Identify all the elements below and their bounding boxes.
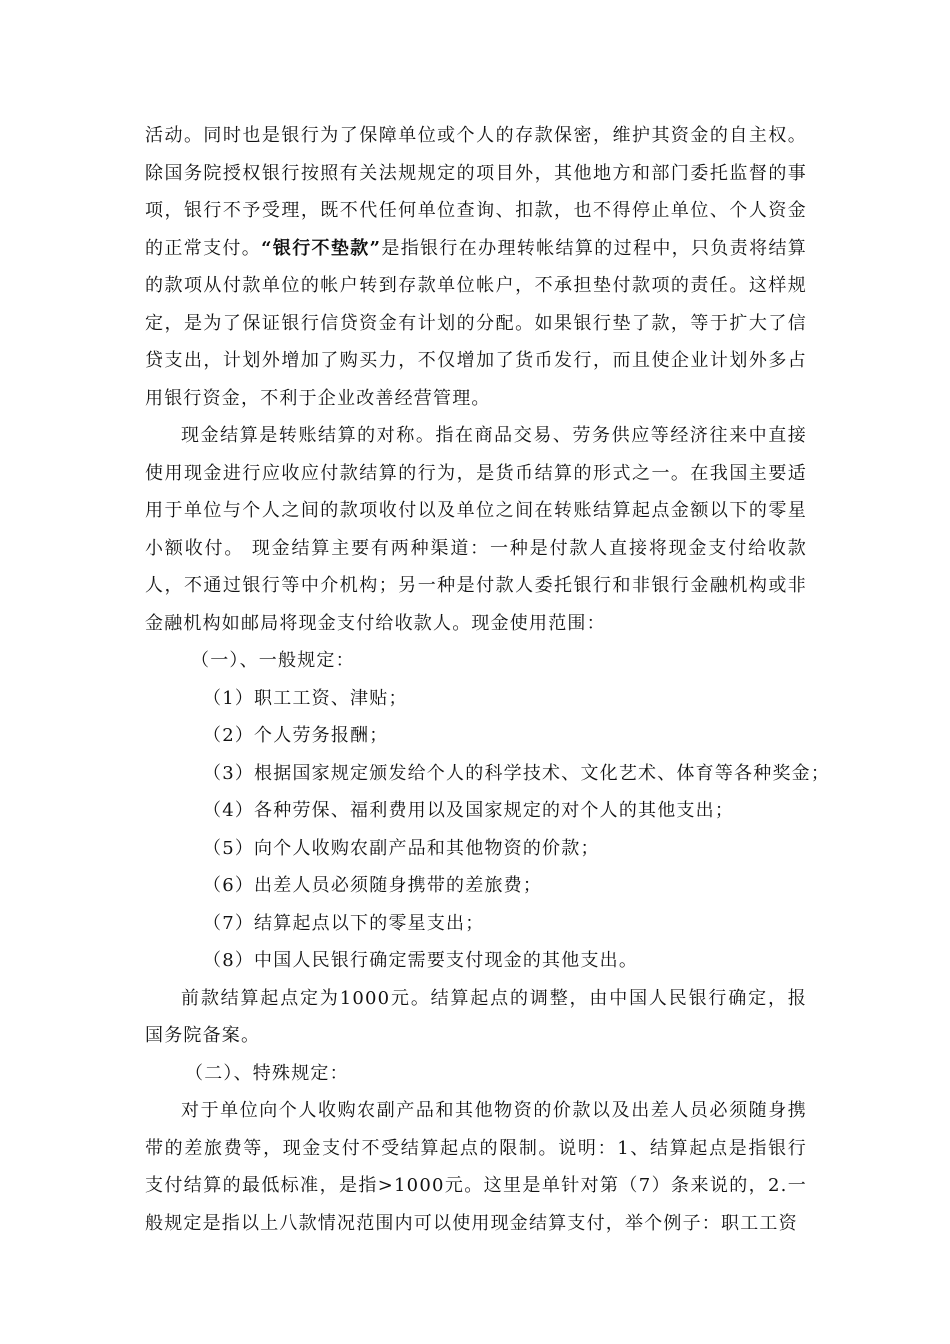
list-item: （8）中国人民银行确定需要支付现金的其他支出。 (203, 950, 639, 971)
list-item: （4）各种劳保、福利费用以及国家规定的对个人的其他支出； (203, 800, 735, 821)
section-special-rules-title: （二）、特殊规定： (185, 1062, 349, 1084)
list-item: （1）职工工资、津贴； (203, 687, 408, 709)
paragraph-special-rules: 对于单位向个人收购农副产品和其他物资的价款以及出差人员必须随身携带的差旅费等，现金支付不受结算起点的限制。说明：1、结算起点是指银行支付结算的最低标准，是指>1000元。这里是单针对第（7）条来说的，2.一般规定是指以上八款情况范围内可以使用现金结算支付，举个例子：职工工资 (145, 1100, 807, 1234)
paragraph-cash-settlement: 现金结算是转账结算的对称。指在商品交易、劳务供应等经济往来中直接使用现金进行应收应付款结算的行为，是货币结算的形式之一。在我国主要适用于单位与个人之间的款项收付以及单位之间在转账结算起点金额以下的零星小额收付。 现金结算主要有两种渠道：一种是付款人直接将现金支付给收款人，不通过银行等中介机构；另一种是付款人委托银行和非银行金融机构或非金融机构如邮局将现金支付给收款人。现金使用范围： (145, 425, 807, 634)
list-item: （2）个人劳务报酬； (203, 725, 389, 746)
list-item: （6）出差人员必须随身携带的差旅费； (203, 875, 543, 896)
list-item: （7）结算起点以下的零星支出； (203, 912, 485, 934)
list-item: （5）向个人收购农副产品和其他物资的价款； (203, 837, 600, 859)
section-general-rules-title: （一）、一般规定： (191, 650, 355, 671)
list-item: （3）根据国家规定颁发给个人的科学技术、文化艺术、体育等各种奖金； (203, 762, 831, 784)
paragraph-settlement-threshold: 前款结算起点定为1000元。结算起点的调整，由中国人民银行确定，报国务院备案。 (145, 987, 807, 1046)
bold-term: “银行不垫款” (261, 237, 382, 259)
paragraph-text: 是指银行在办理转帐结算的过程中，只负责将结算的款项从付款单位的帐户转到存款单位帐户，不承担垫付款项的责任。这样规定，是为了保证银行信贷资金有计划的分配。如果银行垫了款，等于扩大了信贷支出，计划外增加了购买力，不仅增加了货币发行，而且使企业计划外多占用银行资金，不利于企业改善经营管理。 (145, 237, 808, 409)
document-body (145, 117, 831, 1242)
paragraph-bank-rules (145, 117, 807, 417)
paragraph-text: 活动。同时也是银行为了保障单位或个人的存款保密，维护其资金的自主权。除国务院授权银行按照有关法规规定的项目外，其他地方和部门委托监督的事项，银行不予受理，既不代任何单位查询、扣款，也不得停止单位、个人资金的正常支付。 (145, 125, 807, 259)
